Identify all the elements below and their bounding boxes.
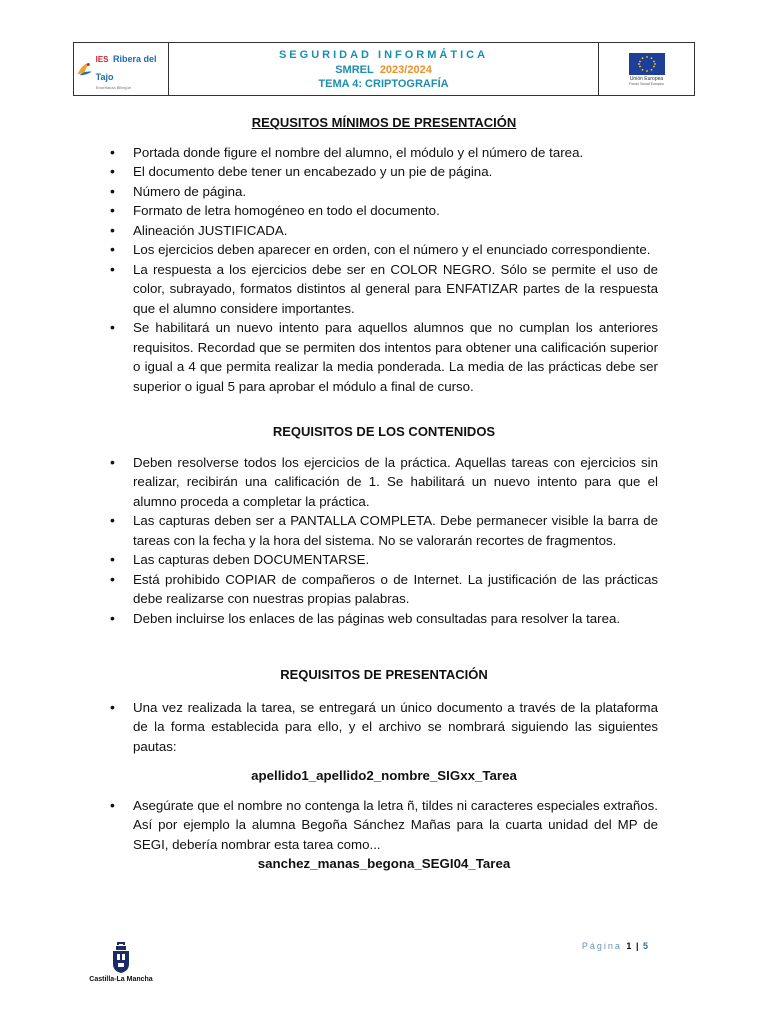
list-item: • Asegúrate que el nombre no contenga la letra ñ, tildes ni caracteres especiales extraños. Así por ejemplo la alumna Begoña Sánchez Mañas para la cuarta unidad del MP de SEGI, debería nombrar esta tarea como...	[110, 796, 658, 855]
topic-title: TEMA 4: CRIPTOGRAFÍA	[318, 77, 449, 90]
current-page: 1	[626, 941, 632, 951]
list-item: • Formato de letra homogéneo en todo el documento.	[110, 201, 658, 221]
document-header	[73, 42, 695, 96]
list-item: • Deben incluirse los enlaces de las páginas web consultadas para resolver la tarea.	[110, 609, 658, 629]
subject-title: SEGURIDAD INFORMÁTICA	[278, 48, 489, 61]
section-title-contenidos: REQUISITOS DE LOS CONTENIDOS	[272, 424, 496, 439]
list-contenidos	[110, 453, 658, 629]
section-title-presentacion: REQUISITOS DE PRESENTACIÓN	[280, 667, 488, 682]
list-item: • Está prohibido COPIAR de compañeros o de Internet. La justificación de las prácticas debe realizarse con nuestras propias palabras.	[110, 570, 658, 609]
filename-pattern: apellido1_apellido2_nombre_SIGxx_Tarea	[251, 768, 517, 783]
eu-logo: Unión Europea Fondo Social Europeo	[598, 43, 694, 95]
page-label: Página	[581, 941, 622, 951]
list-item: • Deben resolverse todos los ejercicios de la práctica. Aquellas tareas con ejercicios sin realizar, recibirán una calificación de 1. Se habilitará un nuevo intento para que el alumno proceda a completar la práctica.	[110, 453, 658, 512]
page-number	[582, 941, 648, 951]
list-item: • El documento debe tener un encabezado y un pie de página.	[110, 162, 658, 182]
course-line	[335, 64, 432, 76]
list-presentacion-2	[110, 796, 658, 855]
document-body	[110, 113, 658, 874]
list-item: • Las capturas deben ser a PANTALLA COMPLETA. Debe permanecer visible la barra de tareas con la fecha y la hora del sistema. No se valorarán recortes de fragmentos.	[110, 511, 658, 550]
eu-flag-icon	[629, 53, 665, 75]
list-minimos	[110, 143, 658, 397]
school-logo: IES Ribera del Tajo Enseñanza Bilingüe	[74, 43, 169, 95]
course-year: 2023/2024	[379, 63, 432, 76]
page-separator: |	[635, 941, 639, 951]
list-presentacion	[110, 698, 658, 757]
list-item: • Los ejercicios deben aparecer en orden, con el número y el enunciado correspondiente.	[110, 240, 658, 260]
castle-crest-icon	[110, 940, 132, 974]
course-code: SMREL	[335, 63, 374, 76]
list-item: • Número de página.	[110, 182, 658, 202]
list-item: • Las capturas deben DOCUMENTARSE.	[110, 550, 658, 570]
list-item: • Alineación JUSTIFICADA.	[110, 221, 658, 241]
list-item: • Portada donde figure el nombre del alumno, el módulo y el número de tarea.	[110, 143, 658, 163]
list-item: • Se habilitará un nuevo intento para aquellos alumnos que no cumplan los anteriores requisitos. Recordad que se permiten dos intentos para obtener una calificación superior o igual a 4 que permita realizar la media ponderada. La media de las prácticas debe ser superior o igual 5 para aprobar el módulo a final de curso.	[110, 318, 658, 396]
region-logo	[86, 940, 156, 983]
total-pages: 5	[642, 941, 648, 951]
list-item: • Una vez realizada la tarea, se entregará un único documento a través de la plataforma de la forma establecida para ello, y el archivo se nombrará siguiendo las siguientes pautas:	[110, 698, 658, 757]
filename-example: sanchez_manas_begona_SEGI04_Tarea	[257, 856, 511, 871]
section-title-minimos: REQUSITOS MÍNIMOS DE PRESENTACIÓN	[251, 115, 517, 130]
list-item: • La respuesta a los ejercicios debe ser en COLOR NEGRO. Sólo se permite el uso de color, subrayado, formatos distintos al general para ENFATIZAR partes de la respuesta que el alumno considere importantes.	[110, 260, 658, 319]
region-name: Castilla-La Mancha	[89, 976, 153, 983]
bird-icon	[74, 59, 94, 79]
